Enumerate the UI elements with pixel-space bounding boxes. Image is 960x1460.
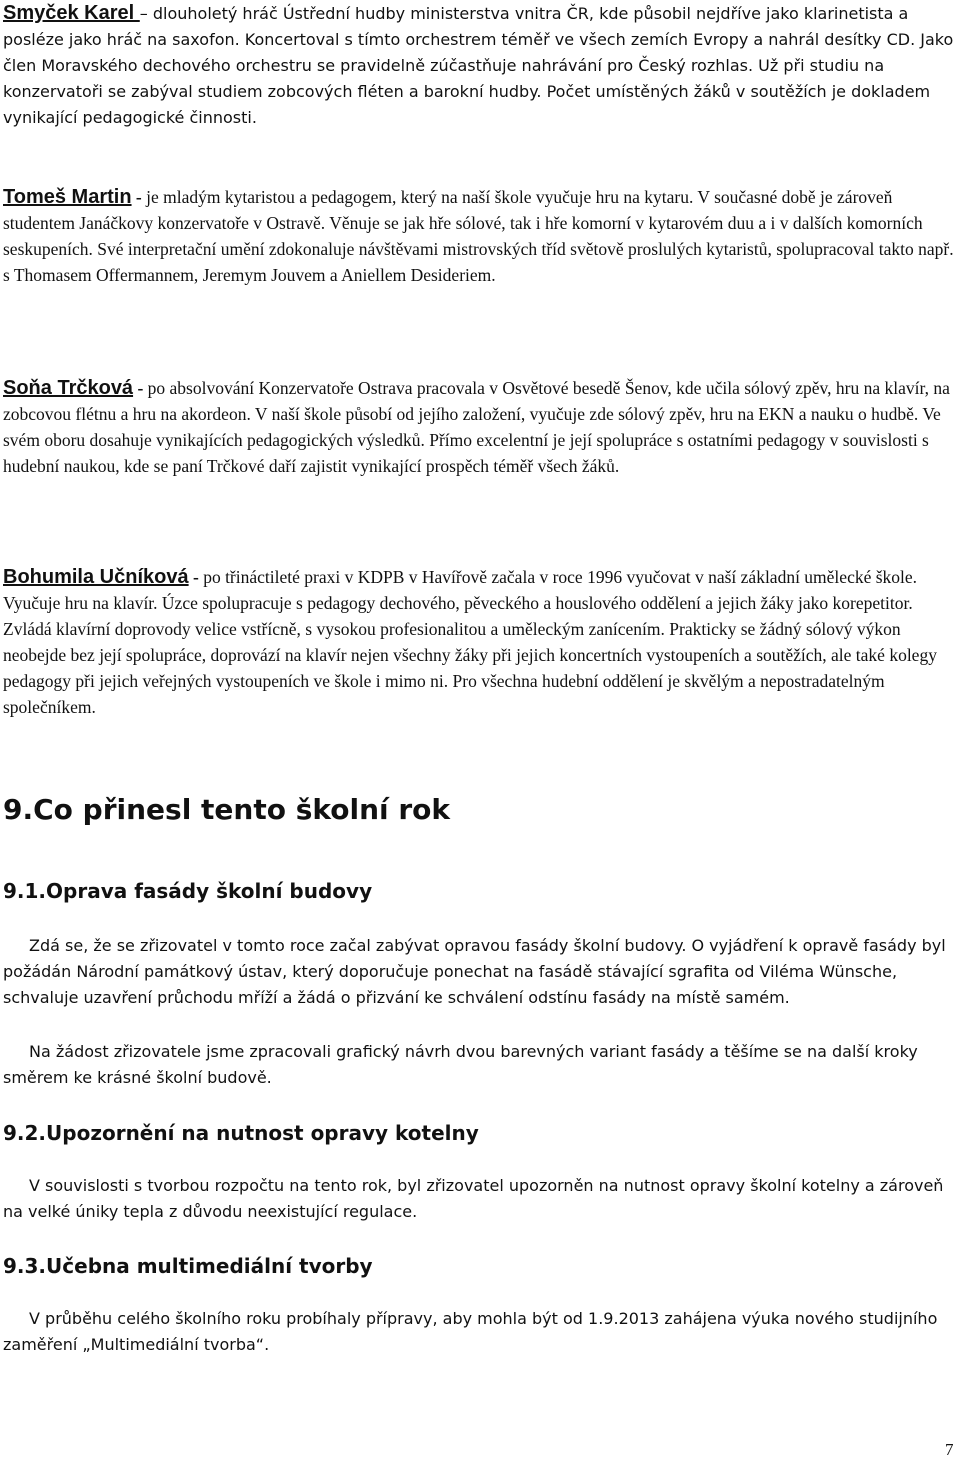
bio-separator: - — [133, 378, 148, 398]
bio-trckova — [3, 375, 958, 479]
bio-separator: - — [131, 187, 147, 207]
bio-separator: - — [188, 567, 204, 587]
bio-text: je mladým kytaristou a pedagogem, který na naší škole vyučuje hru na kytaru. V současné době je zároveň studentem Janáčkovy konzervatoře v Ostravě. Věnuje se jak hře sólové, tak i hře komorní v kytarovém duu a i v dalších komorních seskupeních. Své interpretační umění zdokonaluje návštěvami mistrovských tříd světově proslulých kytaristů, spolupracoval takto např. s Thomasem Offermannem, Jeremym Jouvem a Aniellem Desideriem. — [3, 187, 954, 285]
section-paragraph: Zdá se, že se zřizovatel v tomto roce začal zabývat opravou fasády školní budovy. O vyjádření k opravě fasády byl požádán Národní památkový ústav, který doporučuje ponechat na fasádě stávající sgrafita od Viléma Wünsche, schvaluje uzavření průchodu mříží a žádá o přizvání ke schválení odstínu fasády na místě samém. — [3, 936, 946, 1007]
bio-ucnikova — [3, 564, 958, 720]
page-number: 7 — [945, 1440, 954, 1459]
bio-tomes — [3, 184, 958, 288]
chapter-heading: 9.Co přinesl tento školní rok — [3, 793, 451, 826]
section-heading: 9.3.Učebna multimediální tvorby — [3, 1254, 373, 1278]
section-paragraph: V souvislosti s tvorbou rozpočtu na tento rok, byl zřizovatel upozorněn na nutnost opravy školní kotelny a zároveň na velké úniky tepla z důvodu neexistující regulace. — [3, 1176, 944, 1221]
bio-text: – dlouholetý hráč Ústřední hudby ministerstva vnitra ČR, kde působil nejdříve jako klarinetista a posléze jako hráč na saxofon. Koncertoval s tímto orchestrem téměř ve všech zemích Evropy a nahrál desítky CD. Jako člen Moravského dechového orchestru se pravidelně zúčastňuje nahrávání pro Český rozhlas. Už při studiu na konzervatoři se zabýval studiem zobcových fléten a barokní hudby. Počet umístěných žáků v soutěžích je dokladem vynikající pedagogické činnosti. — [3, 4, 954, 127]
bio-text: po absolvování Konzervatoře Ostrava pracovala v Osvětové besedě Šenov, kde učila sólový zpěv, hru na klavír, na zobcovou flétnu a hru na akordeon. V naší škole působí od jejího založení, vyučuje zde sólový zpěv, hru na EKN a nauku o hudbě. Ve svém oboru dosahuje vynikajících pedagogických výsledků. Přímo excelentní je její spolupráce s ostatními pedagogy v souvislosti s hudební naukou, kde se paní Trčkové daří zajistit vynikající prospěch téměř všech žáků. — [3, 378, 950, 476]
section-heading: 9.1.Oprava fasády školní budovy — [3, 879, 373, 903]
bio-text: po třináctileté praxi v KDPB v Havířově začala v roce 1996 vyučovat v naší základní umělecké škole. Vyučuje hru na klavír. Úzce spolupracuje s pedagogy dechového, pěveckého a houslového oddělení a jejich žáky jako korepetitor. Zvládá klavírní doprovody velice vstřícně, s vysokou profesionalitou a uměleckým zanícením. Prakticky se žádný sólový výkon neobejde bez její spolupráce, doprovází na klavír nejen všechny žáky při jejich koncertních vystoupeních a soutěžích, ale také kolegy pedagogy při jejich veřejných vystoupeních ve škole i mimo ni. Pro všechna hudební oddělení je skvělým a nepostradatelným společníkem. — [3, 567, 937, 717]
bio-smycek — [3, 0, 958, 131]
section-paragraph: Na žádost zřizovatele jsme zpracovali grafický návrh dvou barevných variant fasády a těšíme se na další kroky směrem ke krásné školní budově. — [3, 1042, 918, 1087]
section-heading: 9.2.Upozornění na nutnost opravy kotelny — [3, 1121, 479, 1145]
bio-name: Tomeš Martin — [3, 186, 132, 208]
bio-name: Bohumila Učníková — [3, 566, 189, 588]
section-paragraph: V průběhu celého školního roku probíhaly přípravy, aby mohla být od 1.9.2013 zahájena výuka nového studijního zaměření „Multimediální tvorba“. — [3, 1309, 938, 1354]
bio-name: Soňa Trčková — [3, 377, 134, 399]
bio-name: Smyček Karel — [3, 2, 140, 24]
